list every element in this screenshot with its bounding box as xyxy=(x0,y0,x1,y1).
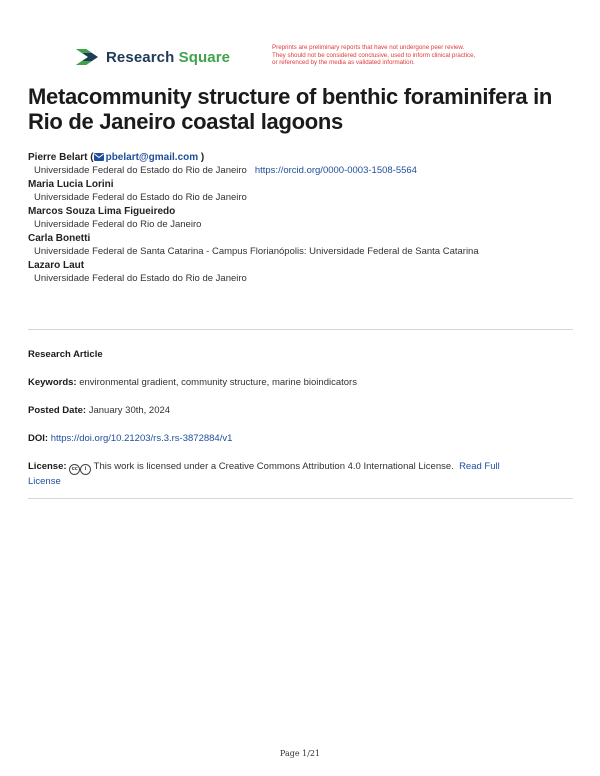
license: License: cc i This work is licensed under a Creative Commons Attribution 4.0 International License. Read Full License xyxy=(28,461,500,487)
author-name: Maria Lucia Lorini xyxy=(28,179,114,190)
research-square-logo-icon xyxy=(74,46,100,68)
author-list xyxy=(28,151,588,286)
author-name: Carla Bonetti xyxy=(28,233,91,244)
divider xyxy=(28,329,573,330)
posted-date: Posted Date: January 30th, 2024 xyxy=(28,405,171,416)
page-number: Page 1/21 xyxy=(279,749,321,758)
read-full-license-link[interactable]: Read Full License xyxy=(28,461,500,487)
doi: DOI: https://doi.org/10.21203/rs.3.rs-3872884/v1 xyxy=(28,433,233,444)
author-affiliation: Universidade Federal do Estado do Rio de Janeiro xyxy=(34,192,247,203)
doi-link[interactable]: https://doi.org/10.21203/rs.3.rs-3872884/v1 xyxy=(50,433,233,444)
author-affiliation: Universidade Federal do Estado do Rio de Janeiro xyxy=(34,273,247,284)
author-name: Pierre Belart ( pbelart@gmail.com ) xyxy=(28,152,205,163)
logo-text: Research Square xyxy=(106,48,231,66)
article-title: Metacommunity structure of benthic foraminifera in Rio de Janeiro coastal lagoons xyxy=(28,84,553,134)
author-affiliation: Universidade Federal do Estado do Rio de Janeiro https://orcid.org/0000-0003-1508-5564 xyxy=(34,165,417,176)
author-affiliation: Universidade Federal do Rio de Janeiro xyxy=(34,219,202,230)
header xyxy=(74,44,534,80)
envelope-icon xyxy=(94,153,104,161)
author-name: Marcos Souza Lima Figueiredo xyxy=(28,206,176,217)
preprint-notice: Preprints are preliminary reports that have not undergone peer review. They should not be considered conclusive, used to inform clinical practice, or referenced by the media as validated information. xyxy=(272,44,476,67)
orcid-link[interactable]: https://orcid.org/0000-0003-1508-5564 xyxy=(254,165,417,176)
divider xyxy=(28,498,573,499)
author-email-link[interactable]: pbelart@gmail.com xyxy=(105,152,199,163)
cc-icon: cc xyxy=(69,464,80,475)
attribution-icon: i xyxy=(80,464,91,475)
keywords: Keywords: environmental gradient, community structure, marine bioindicators xyxy=(28,377,357,388)
author-name: Lazaro Laut xyxy=(28,260,85,271)
research-square-logo[interactable] xyxy=(74,46,230,68)
author-affiliation: Universidade Federal de Santa Catarina - Campus Florianópolis: Universidade Federal de Santa Catarina xyxy=(34,246,479,257)
article-type: Research Article xyxy=(28,349,103,360)
